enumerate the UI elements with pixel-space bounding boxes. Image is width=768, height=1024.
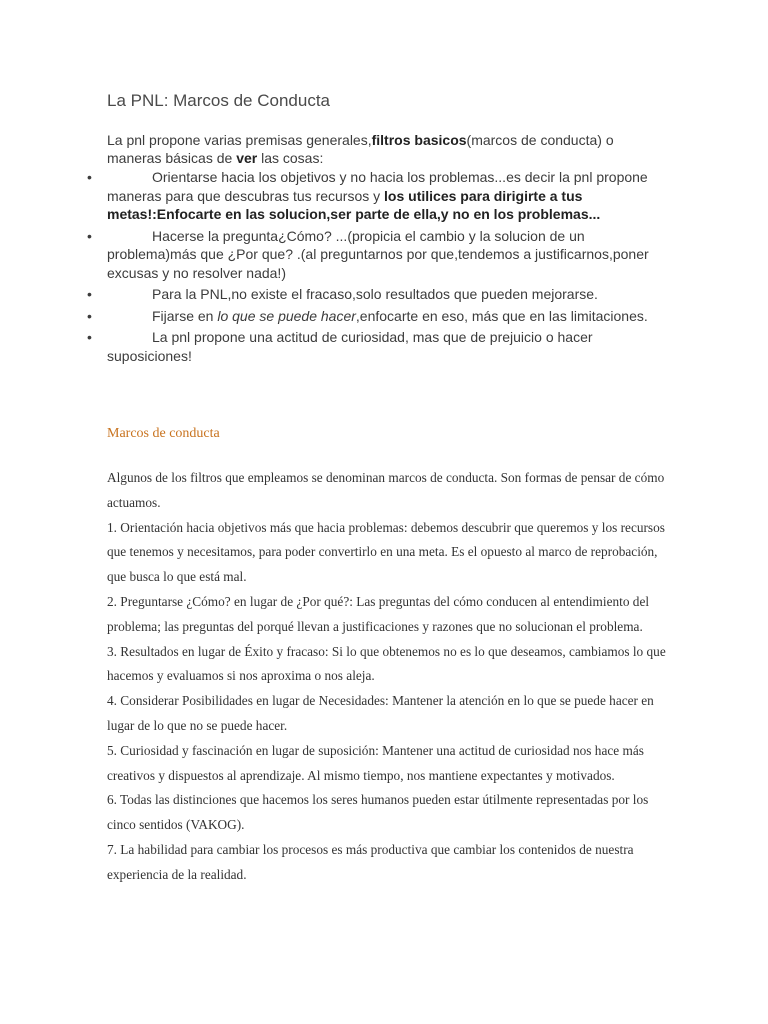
body-paragraph-3: 3. Resultados en lugar de Éxito y fracaso: Si lo que obtenemos no es lo que deseamos, cambiamos lo que hacemos y evaluamos si nos aproxima o nos aleja. [107, 643, 666, 684]
body-paragraph-5: 5. Curiosidad y fascinación en lugar de suposición: Mantener una actitud de curiosidad nos hace más creativos y dispuestos al aprendizaje. Al mismo tiempo, nos mantiene expectantes y motivados. [107, 742, 644, 783]
intro-text-3: las cosas: [257, 150, 324, 166]
list-item [0, 168, 662, 224]
body-paragraph-intro: Algunos de los filtros que empleamos se denominan marcos de conducta. Son formas de pensar de cómo actuamos. [107, 470, 665, 510]
list-item [0, 328, 662, 365]
bullet-icon: • [87, 286, 92, 302]
bullet-1-text: Orientarse hacia los objetivos y no hacia los problemas...es decir la pnl propone maneras para que descubras tus recursos y [107, 169, 648, 204]
body-paragraph-7: 7. La habilidad para cambiar los procesos es más productiva que cambiar los contenidos de nuestra experiencia de la realidad. [107, 841, 634, 882]
bullet-icon: • [87, 227, 92, 244]
bullet-4-text-pre: Fijarse en [152, 307, 218, 324]
bullet-3-text: Para la PNL,no existe el fracaso,solo resultados que pueden mejorarse. [152, 286, 598, 302]
body-paragraph-4: 4. Considerar Posibilidades en lugar de Necesidades: Mantener la atención en lo que se puede hacer en lugar de lo que no se puede hacer. [107, 693, 654, 733]
bullet-icon: • [87, 329, 92, 345]
section-body [107, 466, 667, 888]
section-heading: Marcos de conducta [107, 426, 220, 441]
list-item [0, 285, 662, 304]
intro-bold-filtros: filtros basicos [371, 132, 467, 148]
bullet-4-italic: lo que se puede hacer [217, 307, 356, 324]
intro-text-1: La pnl propone varias premisas generales, [107, 132, 372, 148]
body-paragraph-1: 1. Orientación hacia objetivos más que hacia problemas: debemos descubrir que queremos y los recursos que tenemos y necesitamos, para poder convertirlo en una meta. Es el opuesto al marco de reprobación, que busca lo que está mal. [107, 519, 665, 585]
intro-paragraph [107, 131, 647, 167]
list-item [0, 307, 662, 326]
list-item [0, 227, 662, 283]
bullet-icon: • [87, 169, 92, 185]
intro-bold-ver: ver [236, 150, 258, 166]
body-paragraph-6: 6. Todas las distinciones que hacemos los seres humanos pueden estar útilmente representadas por los cinco sentidos (VAKOG). [107, 792, 649, 833]
bullet-icon: • [87, 307, 92, 324]
premises-list [0, 168, 700, 368]
body-paragraph-2: 2. Preguntarse ¿Cómo? en lugar de ¿Por qué?: Las preguntas del cómo conducen al entendimiento del problema; las preguntas del porqué llevan a justificaciones y razones que no solucionan el problema. [107, 593, 650, 634]
bullet-1-bold: los utilices para dirigirte a tus metas!:Enfocarte en las solucion,ser parte de ella,y no en los problemas... [107, 187, 601, 222]
bullet-5-text: La pnl propone una actitud de curiosidad, mas que de prejuicio o hacer suposiciones! [107, 329, 593, 364]
bullet-4-text-post: ,enfocarte en eso, más que en las limitaciones. [355, 307, 648, 324]
page-title: La PNL: Marcos de Conducta [107, 91, 331, 110]
intro-text-2: (marcos de conducta) o maneras básicas de [107, 132, 614, 166]
bullet-2-text: Hacerse la pregunta¿Cómo? ...(propicia el cambio y la solucion de un problema)más que ¿Por que? .(al preguntarnos por que,tendemos a justificarnos,poner excusas y no resolver nada!) [107, 227, 649, 281]
